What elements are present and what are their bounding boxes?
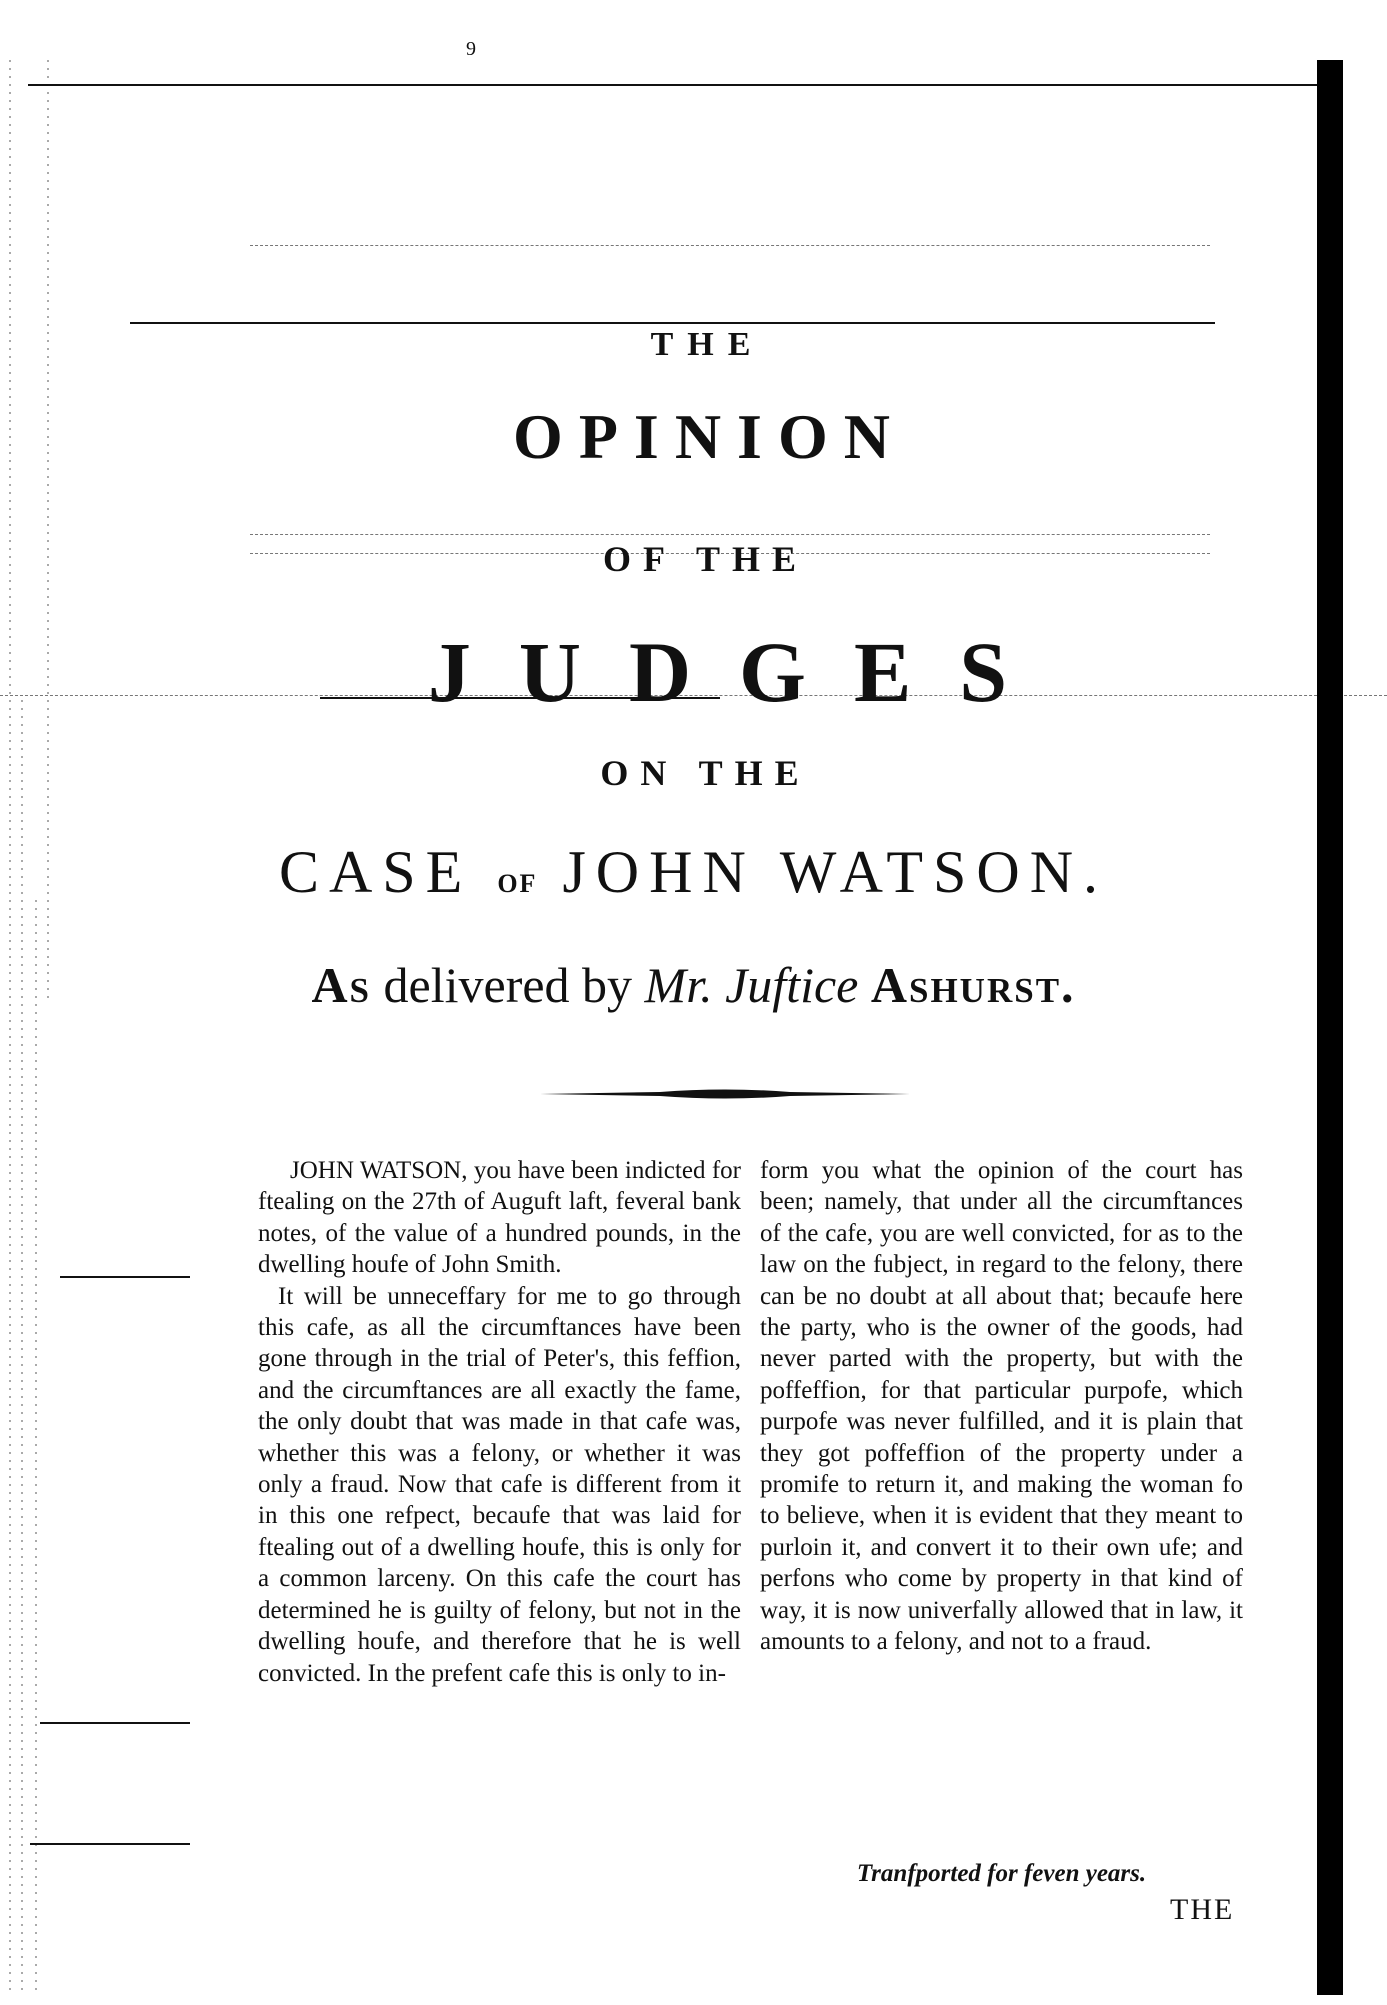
- title-of-the: OF THE: [602, 539, 809, 579]
- title-case-line: [0, 838, 1387, 907]
- title-case: CASE: [278, 839, 473, 905]
- title-john-watson: JOHN WATSON.: [562, 839, 1109, 905]
- title-of: OF: [497, 869, 538, 898]
- sentence-line: Tranfported for feven years.: [856, 1860, 1147, 1887]
- paragraph-opinion: form you what the opinion of the court has been; namely, that under all the circumftances of the cafe, you are well convicted, for as to the law on the fubject, in regard to the felony, there can be no doubt at all about that; becaufe here the party, who is the owner of the goods, had never parted with the property, but with the poffeffion, for that particular purpofe, which purpofe was never fulfilled, and it is plain that they got poffeffion of the property under a promife to return it, and making the woman fo to believe, when it is evident that they meant to purloin it, and convert it to their own ufe; and perfons who come by property in that kind of way, it is now univerfally allowed that in law, it amounts to a felony, and not to a fraud.: [760, 1157, 1243, 1656]
- faint-line-2: [250, 534, 1210, 535]
- page-number: 9: [466, 38, 476, 60]
- paragraph-judgment: It will be unneceffary for me to go through this cafe, as all the circumftances have been gone through in the trial of Peter's, this feffion, and the circumftances are all exactly the fame, the only doubt that was made in that cafe was, whether this was a felony, or whether it was only a fraud. Now that cafe is different from it in this one refpect, becaufe that was laid for ftealing out of a dwelling houfe, this is only for a common larceny. On this cafe the court has determined he is guilty of felony, but not in the dwelling houfe, and therefore that he is well convicted. In the prefent cafe this is only to in-: [258, 1282, 741, 1687]
- title-on-the: ON THE: [600, 753, 811, 793]
- right-column: [760, 1155, 1243, 1658]
- title-judges: JUDGES: [427, 624, 1056, 720]
- delivered-title: Mr. Juftice: [644, 957, 859, 1013]
- delivered-name: Ashurst.: [870, 957, 1076, 1013]
- ornamental-rule: [540, 1087, 910, 1101]
- margin-rule-3: [30, 1843, 190, 1845]
- paragraph-indictment: JOHN WATSON, you have been indicted for ftealing on the 27th of Auguft laft, feveral bank notes, of the value of a hundred pounds, in the dwelling houfe of John Smith.: [258, 1157, 741, 1279]
- delivered-by: delivered by: [383, 957, 633, 1013]
- margin-rule-2: [40, 1722, 190, 1724]
- margin-rule-1: [60, 1276, 190, 1278]
- title-top-rule: [130, 322, 1215, 324]
- title-opinion: OPINION: [513, 401, 906, 472]
- title-the: THE: [650, 326, 765, 363]
- top-rule: [28, 84, 1328, 86]
- catchword: THE: [1170, 1893, 1235, 1926]
- faint-line-1: [250, 245, 1210, 246]
- delivered-as: As: [311, 957, 372, 1013]
- left-column: [258, 1155, 741, 1689]
- delivered-by-line: [0, 956, 1387, 1014]
